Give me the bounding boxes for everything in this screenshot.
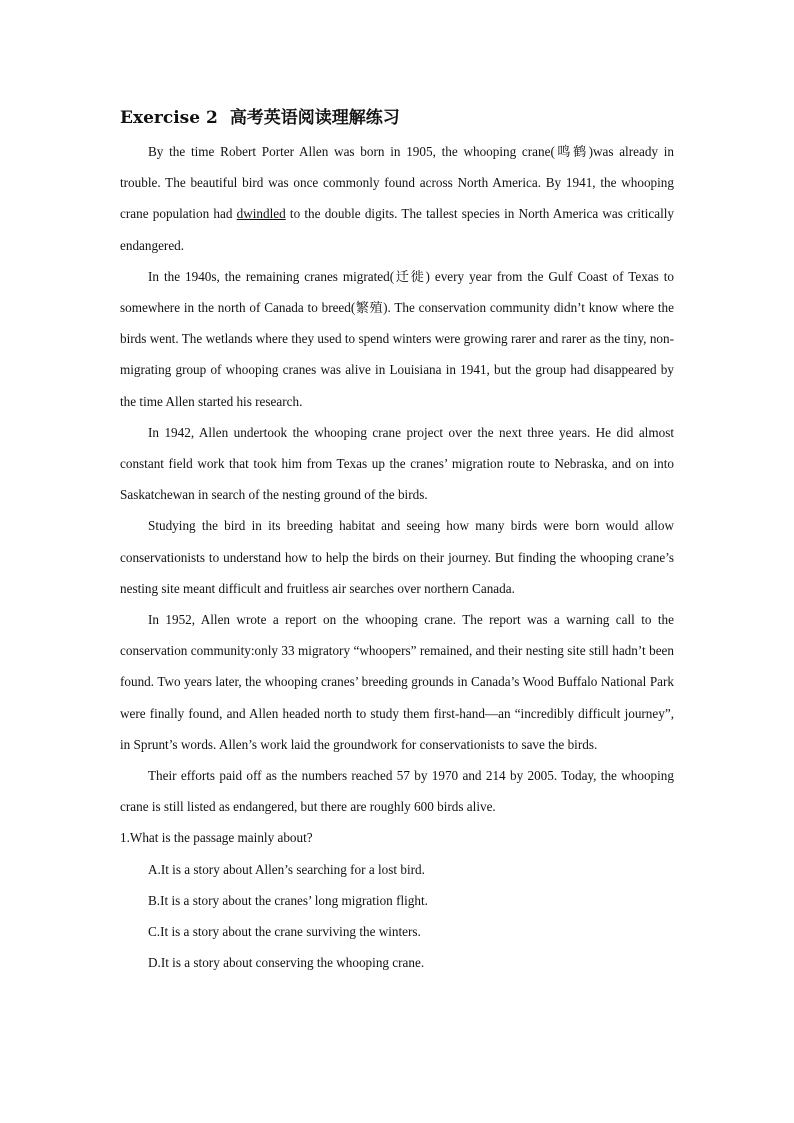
option-a: A.It is a story about Allen’s searching for a lost bird. bbox=[148, 861, 425, 877]
option-c: C.It is a story about the crane surviving the winters. bbox=[148, 924, 421, 940]
passage-paragraph-4: Studying the bird in its breeding habitat and seeing how many birds were born would allow conservationists to understand how to help the birds on their journey. But finding the whooping crane’s nesting site meant difficult and fruitless air searches over northern Canada. bbox=[120, 518, 674, 596]
passage-paragraph-3: In 1942, Allen undertook the whooping crane project over the next three years. He did almost constant field work that took him from Texas up the cranes’ migration route to Nebraska, and on into Saskatchewan in search of the nesting ground of the birds. bbox=[120, 424, 674, 503]
exercise-title-en: Exercise 2 bbox=[120, 108, 218, 128]
exercise-title-zh: 高考英语阅读理解练习 bbox=[229, 108, 400, 128]
passage-paragraph-6: Their efforts paid off as the numbers reached 57 by 1970 and 214 by 2005. Today, the whooping crane is still listed as endangered, but there are roughly 600 birds alive. bbox=[120, 768, 674, 815]
p1-text-after: to the double digits. The tallest species in North America was critically endangered. bbox=[120, 206, 674, 253]
passage-paragraph-1 bbox=[120, 136, 674, 261]
option-b: B.It is a story about the cranes’ long migration flight. bbox=[148, 892, 428, 908]
question-stem: 1.What is the passage mainly about? bbox=[120, 830, 313, 846]
passage-paragraph-2: In the 1940s, the remaining cranes migrated(迁徙) every year from the Gulf Coast of Texas to somewhere in the north of Canada to breed(繁殖). The conservation community didn’t know where the birds went. The wetlands where they used to spend winters were growing rarer and rarer as the tiny, non-migrating group of whooping cranes was alive in Louisiana in 1941, but the group had disappeared by the time Allen started his research. bbox=[120, 268, 674, 409]
document-page bbox=[120, 104, 674, 978]
p1-text-before: By the time Robert Porter Allen was born in 1905, the whooping crane(鸣鹤)was already in trouble. The beautiful bird was once commonly found across North America. By 1941, the whooping crane population had bbox=[120, 144, 674, 222]
underlined-word: dwindled bbox=[236, 206, 286, 222]
passage-paragraph-5: In 1952, Allen wrote a report on the whooping crane. The report was a warning call to the conservation community:only 33 migratory “whoopers” remained, and their nesting site still hadn’t been found. Two years later, the whooping cranes’ breeding grounds in Canada’s Wood Buffalo National Park were finally found, and Allen headed north to study them first-hand—an “incredibly difficult journey”, in Sprunt’s words. Allen’s work laid the groundwork for conservationists to save the birds. bbox=[120, 612, 674, 752]
option-d: D.It is a story about conserving the whooping crane. bbox=[148, 955, 425, 971]
exercise-title bbox=[120, 104, 674, 132]
